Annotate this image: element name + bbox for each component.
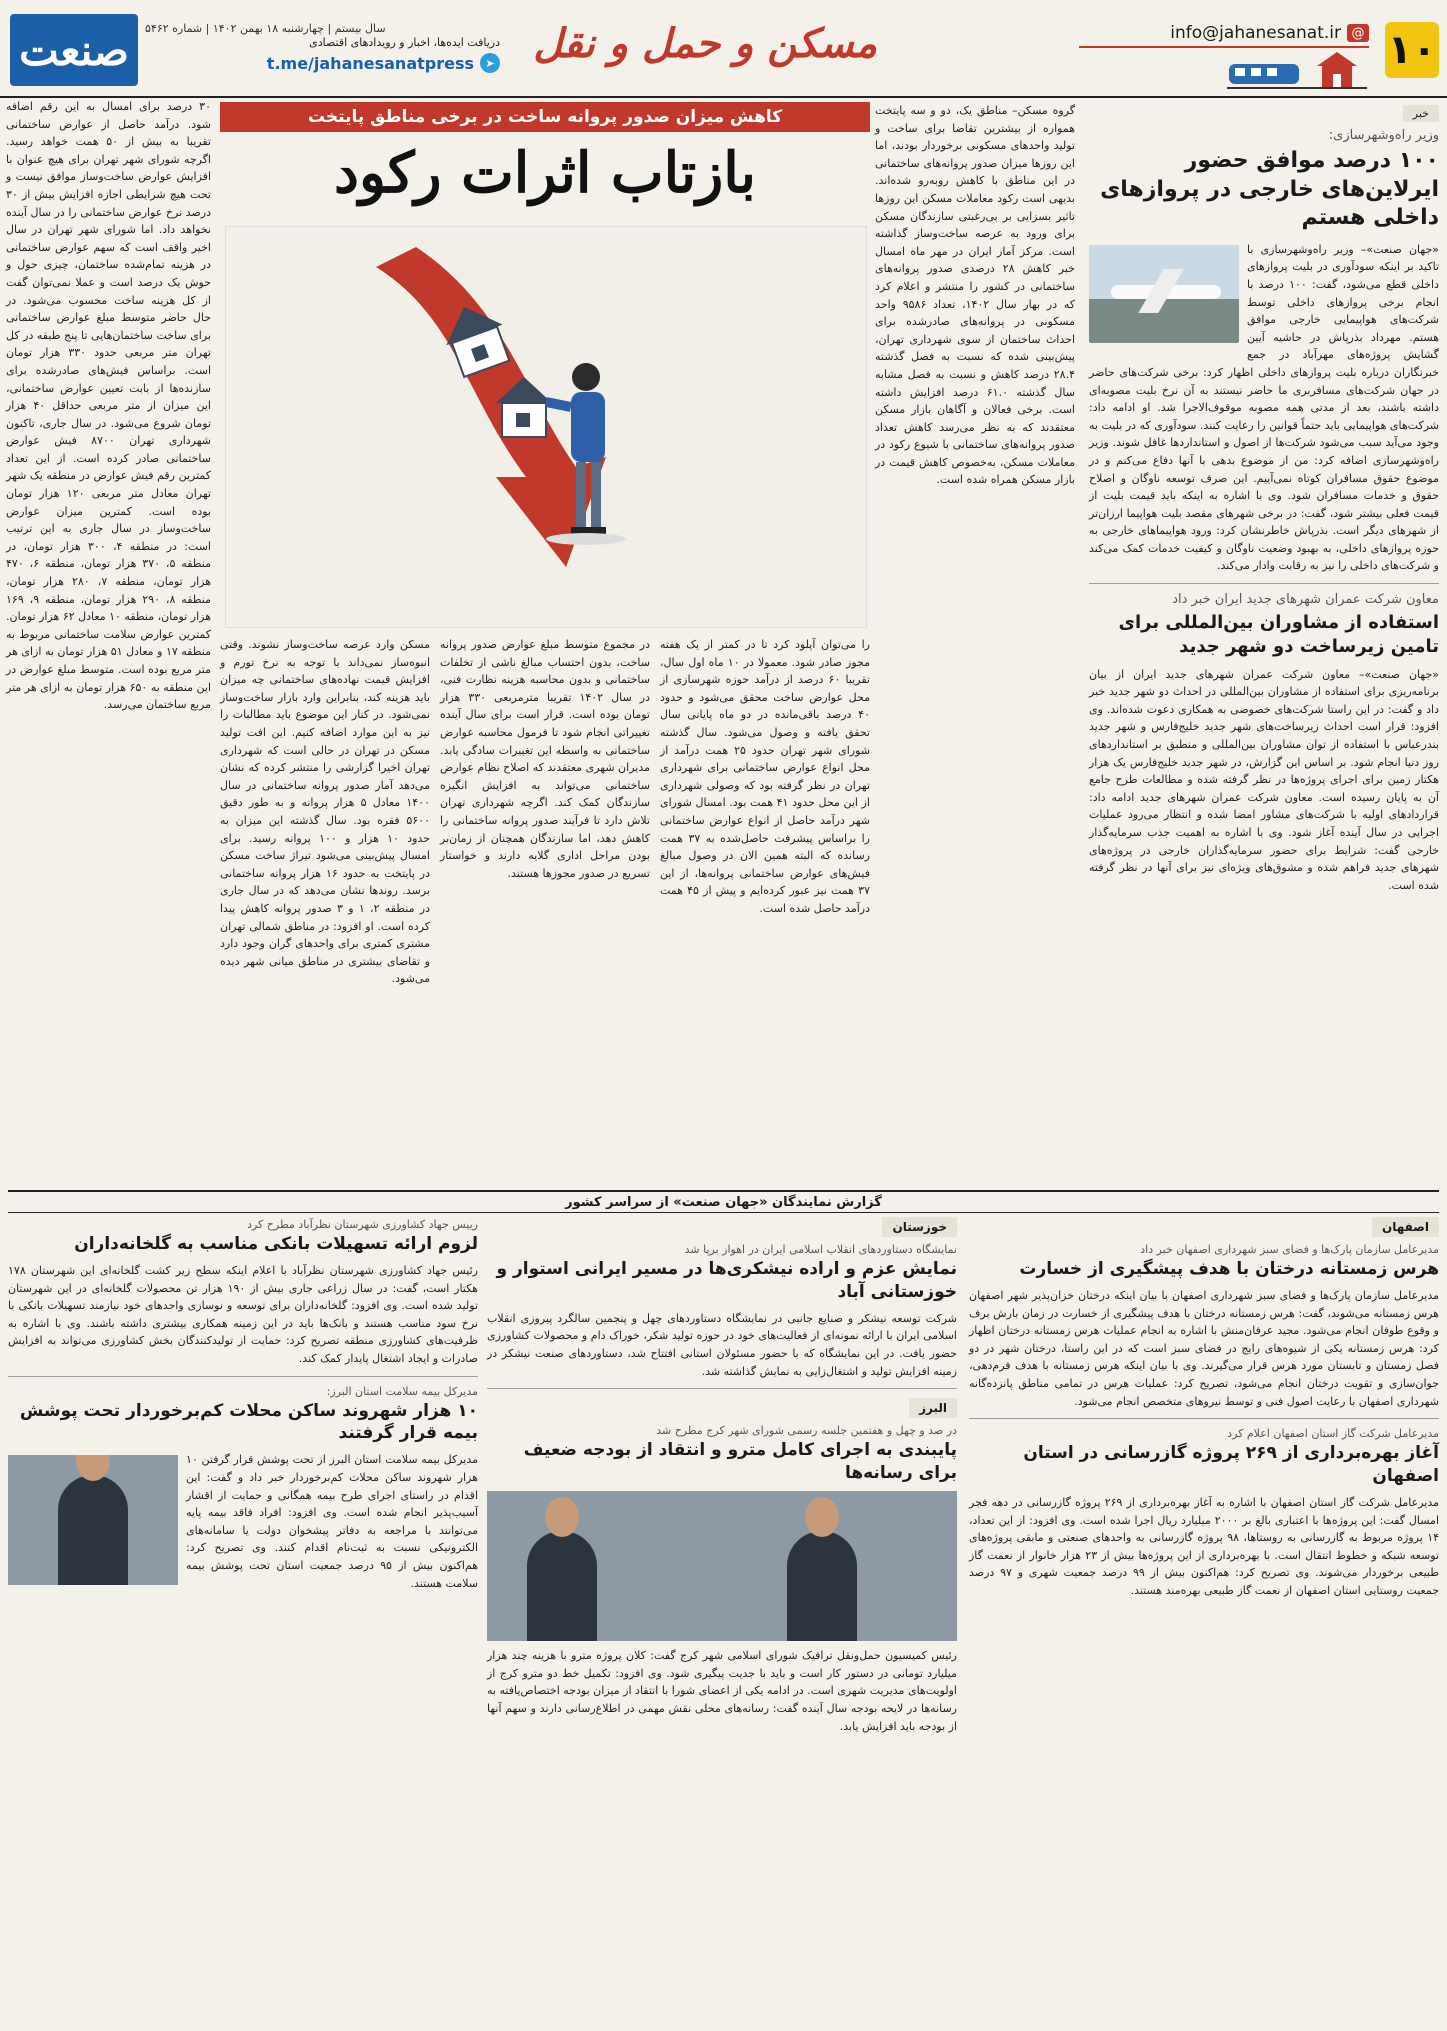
report-alborz: [8, 1216, 478, 2026]
mail-icon: @: [1347, 24, 1369, 42]
report-body: رئیس جهاد کشاورزی شهرستان نظرآباد با اعلام اینکه سطح زیر کشت گلخانه‌ای این شهرستان ۱۷۸ هکتار است، گفت: در سال زراعی جاری بیش از ۱۹۰ هزار تن محصولات گلخانه‌ای در این شهرستان تولید شده است. وی افزود: گلخانه‌داران برای توسعه و نوسازی واحدهای خود نیازمند تسهیلات بانکی با نرخ سود مناسب هستند و بانک‌ها باید در این زمینه همکاری بیشتری داشته باشند. وی با اشاره به ظرفیت‌های کشاورزی منطقه تصریح کرد: حمایت از تولیدکنندگان بخش کشاورزی می‌تواند به افزایش صادرات و ایجاد اشتغال پایدار کمک کند.: [8, 1263, 478, 1365]
divider: [8, 1376, 478, 1377]
news-title: ۱۰۰ درصد موافق حضور ایرلاین‌های خارجی در پروازهای داخلی هستم: [1100, 148, 1439, 231]
train-house-icon: [1227, 50, 1367, 92]
news-title-2: استفاده از مشاوران بین‌المللی برای تامین زیرساخت دو شهر جدید: [1118, 612, 1439, 658]
report-title: هرس زمستانه درختان با هدف پیشگیری از خسارت: [1019, 1259, 1439, 1279]
telegram-link[interactable]: t.me/jahanesanatpress: [266, 53, 474, 73]
article-banner: کاهش میزان صدور پروانه ساخت در برخی مناطق پایتخت: [220, 102, 870, 132]
region-label: اصفهان: [1372, 1217, 1439, 1237]
report-title: نمایش عزم و اراده نیشکری‌ها در مسیر ایرانی استوار و خوزستانی آباد: [496, 1259, 957, 1302]
logo-text: صنعت: [19, 25, 129, 75]
falling-house-illustration: [226, 227, 866, 627]
report-kicker-2: در صد و چهل و هفتمین جلسه رسمی شورای شهر کرج مطرح شد: [656, 1424, 957, 1438]
top-section: [0, 96, 1447, 1190]
council-photo: [487, 1491, 957, 1641]
report-body-2: مدیرکل بیمه سلامت استان البرز از تحت پوشش قرار گرفتن ۱۰ هزار شهروند ساکن محلات کم‌برخوردار خبر داد و گفت: این اقدام در راستای اجرای طرح بیمه همگانی و حمایت از اقشار آسیب‌پذیر انجام شده است. وی افزود: افراد فاقد بیمه پایه می‌توانند با مراجعه به دفاتر پیشخوان دولت یا سامانه‌های الکترونیکی نسبت به ثبت‌نام اقدام کنند. وی تصریح کرد: هم‌اکنون بیش از ۹۵ درصد جمعیت استان تحت پوشش بیمه سلامت هستند.: [186, 1453, 478, 1590]
article-col-3: در مجموع متوسط مبلغ عوارض صدور پروانه ساخت، بدون احتساب مبالغ ناشی از تخلفات ساختمانی و بدون محاسبه هزینه نظارت فنی، در سال ۱۴۰۲ تقریبا مترمربعی ۳۳۰ هزار تومان بوده است. قرار است برای سال آینده تغییراتی انجام شود تا فرمول محاسبه عوارض ساختمانی به واسطه این تغییرات سادگی یابد. مدیران شهری معتقدند که اصلاح نظام عوارض ساختمانی می‌تواند به افزایش انگیزه سازندگان کمک کند. اگرچه شهرداری تهران تلاش دارد تا فرآیند صدور پروانه ساختمانی را کاهش دهد، اما سازندگان همچنان از زمان‌بر بودن مراحل اداری گلایه دارند و خواستار تسریع در صدور مجوزها هستند.: [440, 638, 650, 880]
telegram-box: [250, 36, 500, 88]
article-title: بازتاب اثرات رکود: [334, 140, 756, 206]
news-kicker: وزیر راه‌وشهرسازی:: [1328, 128, 1439, 143]
section-title: مسکن و حمل و نقل: [533, 20, 877, 67]
person-figure: [787, 1531, 857, 1641]
report-khuzestan: [487, 1216, 957, 2026]
person-figure: [527, 1531, 597, 1641]
region-label: خوزستان: [882, 1217, 957, 1237]
report-title-2: پایبندی به اجرای کامل مترو و انتقاد از بودجه ضعیف برای رسانه‌ها: [523, 1440, 957, 1484]
report-kicker: رییس جهاد کشاورزی شهرستان نظرآباد مطرح کرد: [247, 1218, 478, 1231]
telegram-link-row: [250, 53, 500, 73]
report-title-2: آغاز بهره‌برداری از ۲۶۹ پروژه گازرسانی در استان اصفهان: [1023, 1443, 1439, 1487]
report-body: مدیرعامل سازمان پارک‌ها و فضای سبز شهرداری اصفهان با بیان اینکه درختان خزان‌پذیر شهر اصفهان هرس زمستانه می‌شوند، گفت: هرس زمستانه درختان با هدف پیشگیری از خسارت در زمان بارش برف و وقوع طوفان انجام می‌شود. مجید عرفان‌منش با اشاره به انجام عملیات هرس زمستانه درختان اظهار کرد: هرس زمستانه یکی از شیوه‌های رایج در فضای سبز است که در این راستا، درختان شهر در دو فصل زمستان و تابستان مورد هرس قرار می‌گیرند. وی با بیان اینکه هرس زمستانه با هدف فرم‌دهی، جوان‌سازی و تقویت درختان انجام می‌شود، تصریح کرد: عملیات هرس در تمامی مناطق پانزده‌گانه شهرداری اصفهان با رعایت اصول فنی و توسط نیروهای متخصص انجام می‌شود.: [969, 1288, 1439, 1408]
article-col-left: [6, 98, 211, 1182]
divider: [969, 1418, 1439, 1419]
page-header: [0, 0, 1447, 98]
news-kicker-2: معاون شرکت عمران شهرهای جدید ایران خبر داد: [1172, 592, 1439, 608]
email-address[interactable]: info@jahanesanat.ir: [1170, 23, 1341, 43]
email-line: [1079, 20, 1369, 48]
report-body: شرکت توسعه نیشکر و صنایع جانبی در نمایشگاه دستاوردهای چهل و پنجمین سالگرد پیروزی انقلاب اسلامی ایران با ارائه نمونه‌ای از فعالیت‌های خود در حوزه تولید شکر، خوراک دام و محصولات کشاورزی حضور یافت. در این نمایشگاه که با حضور مسئولان استانی افتتاح شد، دستاوردهای صنعت نیشکر در زمینه افزایش تولید و اشتغال‌زایی به نمایش گذاشته شد.: [487, 1311, 957, 1378]
article-col-4: را می‌توان آپلود کرد تا در کمتر از یک هفته مجوز صادر شود. معمولا در ۱۰ ماه اول سال، تقریبا ۶۰ درصد از درآمد حوزه شهرسازی از محل عوارض ساخت محقق می‌شود و حدود ۴۰ درصد باقی‌مانده در دو ماه پایانی سال تحقق یافته و وصول می‌شود. سال گذشته شورای شهر تهران حدود ۲۵ همت درآمد از محل انواع عوارض ساختمانی برای شهرداری تهران در نظر گرفته بود که وصولی شهرداری از این محل حدود ۴۱ همت بود. امسال شورای شهر درآمد حاصل از انواع عوارض ساختمانی را براساس پیشرفت حاصل‌شده به ۳۷ همت رسانده که البته همین الان در وصول مبالغ فیش‌های عوارض ساختمانی پروانه‌ها، از این ۳۷ همت نیز عبور کرده‌ایم و پیش از ۴۵ همت درآمد حاصل شده است.: [660, 638, 870, 915]
report-kicker: مدیرعامل سازمان پارک‌ها و فضای سبز شهرداری اصفهان خبر داد: [1140, 1243, 1439, 1256]
article-columns: [220, 636, 870, 1176]
person-figure: [58, 1475, 128, 1585]
divider: [487, 1388, 957, 1389]
report-kicker: نمایشگاه دستاوردهای انقلاب اسلامی ایران در اهواز برپا شد: [684, 1243, 957, 1256]
page-number: ۱۰: [1385, 22, 1439, 78]
report-kicker-2: مدیرکل بیمه سلامت استان البرز:: [326, 1384, 478, 1398]
report-kicker-2: مدیرعامل شرکت گاز استان اصفهان اعلام کرد: [1227, 1427, 1439, 1441]
reports-band: گزارش نمایندگان «جهان صنعت» از سراسر کشور: [8, 1190, 1439, 1213]
article-col-1: گروه مسکن– مناطق یک، دو و سه پایتخت همواره از بیشترین تقاضا برای ساخت و تولید واحدهای مسکونی برخوردار بودند، اما این روزها میزان صدور پروانه‌های ساختمانی در این مناطق با کاهش روبه‌رو شده‌اند. بدیهی است رکود معاملات مسکن این روزها تاثیر بسزایی بر بی‌رغبتی سازندگان مسکن برای ورود به عرصه ساخت‌وساز گذاشته است. مرکز آمار ایران در مهر ماه امسال خبر کاهش ۲۸ درصدی صدور پروانه‌های ساختمانی در کشور را منتشر و اعلام کرد که در بهار سال ۱۴۰۲، تعداد ۹۵۸۶ واحد مسکونی در پروانه‌های صادرشده برای احداث ساختمان از سوی شهرداری تهران، پیش‌بینی شده که نسبت به فصل گذشته ۲۸.۴ درصد کاهش و نسبت به فصل مشابه سال گذشته ۶۱.۰ درصد افزایش داشته است. برخی فعالان و آگاهان بازار مسکن معتقدند که به نظر می‌رسد کاهش تعداد صدور پروانه‌های ساختمانی با شیوع رکود در معاملات مسکن، به‌خصوص کاهش قیمت در بازار مسکن همراه شده است.: [875, 104, 1075, 487]
newspaper-logo: [10, 14, 138, 86]
divider: [1089, 583, 1439, 584]
main-article-lead: [875, 102, 1075, 1182]
report-body-2: رئیس کمیسیون حمل‌ونقل ترافیک شورای اسلامی شهر کرج گفت: کلان پروژه مترو با هزینه چند هزار میلیارد تومانی در دستور کار است و باید با جدیت پیگیری شود. وی افزود: تکمیل خط دو مترو کرج از اولویت‌های مدیریت شهری است. در ادامه یکی از اعضای شورا با انتقاد از میزان بودجه اختصاص‌یافته به رسانه‌ها در لایحه بودجه سال آینده گفت: رسانه‌های محلی نقش مهمی در اطلاع‌رسانی دارند و سهم آنها از بودجه باید افزایش یابد.: [487, 1649, 957, 1733]
article-illustration: [225, 226, 867, 628]
airplane-photo: [1089, 245, 1239, 343]
telegram-icon: ➤: [480, 53, 500, 73]
report-isfahan: [969, 1216, 1439, 2026]
telegram-caption: دریافت ایده‌ها، اخبار و رویدادهای اقتصادی: [309, 36, 500, 49]
news-body: «جهان صنعت»– وزیر راه‌وشهرسازی با تاکید بر اینکه سودآوری در بلیت پروازهای داخلی قطع می‌شود، گفت: ۱۰۰ درصد با انجام برخی پروازهای داخلی توسط شرکت‌های هواپیمایی خارجی موافق هستم. مهرداد بذرپاش در حاشیه آیین گشایش پروژه‌های مهرآباد در جمع خبرنگاران درباره بلیت پروازهای داخلی اظهار کرد: برخی شرکت‌های حاضر در جهان شرکت‌های مسافربری ما حاضر نیستند به آن نرخ بلیت مصوبه‌ای داشته باشند، بعد از مدتی همه مصوبه موقوف‌الاجرا شد. او ادامه داد: شرکت‌های هواپیمایی باید حتماً قوانین را رعایت کنند. سودآوری که در بلیت به وجود می‌آید سبب می‌شود شرکت‌ها از اصول و استانداردها غافل شوند. وزیر راه‌وشهرسازی اضافه کرد: من از موضوع بدهی با آنها دفاع می‌کنم و در موضوع حقوق مسافران کوتاه نمی‌آییم. این صرف توسعه ناوگان و اصلاح حقوق و خدمات مسافران شود. وی با اشاره به اینکه باید قیمت بلیت از قیمت فعلی بیشتر شود، گفت: در برخی شهرهای مقصد بلیت هواپیما ارزان‌تر از شهرهای دیگر است. بذرپاش خاطرنشان کرد: ورود هواپیماهای خارجی به حوزه پروازهای داخلی، به بهبود وضعیت ناوگان و کیفیت خدمات کمک می‌کند و شرکت‌های داخلی را نیز به رقابت وادار می‌کند.: [1089, 242, 1439, 573]
news-column-right: [1089, 102, 1439, 1182]
issue-line: سال بیستم | چهارشنبه ۱۸ بهمن ۱۴۰۲ | شماره ۵۴۶۲: [145, 22, 386, 35]
article-col-2: مسکن وارد عرصه ساخت‌وساز نشوند. وقتی انبوه‌ساز نمی‌داند با توجه به نرخ تورم و افزایش قیمت نهاده‌های ساختمانی چه میزان باید هزینه کند، بنابراین وارد بازار ساخت‌وساز نمی‌شود. در کنار این موضوع باید مطالبات را نیز به این موارد اضافه کنیم. این افت تولید مسکن در تهران در حالی است که شهرداری تهران اخیرا گزارشی را منتشر کرده که نشان می‌دهد آمار صدور پروانه ساختمانی در سال ۱۴۰۰ معادل ۵ هزار پروانه و به طور دقیق ۵۶۰۰ فقره بود. سال گذشته این میزان به حدود ۱۰ هزار و ۱۰۰ پروانه رسید. برای امسال پیش‌بینی می‌شود تیراژ ساخت مسکن در پایتخت به حدود ۱۶ هزار پروانه ساختمانی برسد. روندها نشان می‌دهد که در سال جاری در منطقه ۲، ۱ و ۳ صدور پروانه کاهش پیدا کرده است. او افزود: در مناطق شمالی تهران مشتری کمتری برای واحدهای گران وجود دارد و تقاضای بیشتری در مناطق میانی شهر دیده می‌شود.: [220, 638, 431, 986]
news-tag: خبر: [1403, 105, 1439, 122]
official-photo: [8, 1455, 178, 1585]
region-label-2: البرز: [909, 1398, 957, 1418]
report-body-2: مدیرعامل شرکت گاز استان اصفهان با اشاره به آغاز بهره‌برداری از ۲۶۹ پروژه گازرسانی در دهه فجر امسال گفت: این پروژه‌ها با اعتباری بالغ بر ۲۰۰۰ میلیارد ریال اجرا شده است. وی افزود: از این تعداد، ۱۴ پروژه مربوط به گازرسانی به روستاها، ۹۸ پروژه گازرسانی به واحدهای صنعتی و مابقی پروژه‌های توسعه شبکه و خطوط انتقال است. با بهره‌برداری از این پروژه‌ها بیش از ۲۳ هزار خانوار از نعمت گاز طبیعی برخوردار می‌شوند. وی تصریح کرد: هم‌اکنون بیش از ۹۹ درصد جمعیت شهری و ۹۷ درصد جمعیت روستایی استان اصفهان از نعمت گاز طبیعی بهره‌مند هستند.: [969, 1495, 1440, 1597]
news-body-2: «جهان صنعت»– معاون شرکت عمران شهرهای جدید ایران از بیان برنامه‌ریزی برای استفاده از مشاوران بین‌المللی در احداث دو شهر جدید خبر داد و گفت: در این راستا شرکت‌های خصوصی به همکاری دعوت شده‌اند. وی افزود: قرار است احداث زیرساخت‌های شهر جدید خلیج‌فارس و شهر جدید بندرعباس با استفاده از توان مشاوران بین‌المللی و منطبق بر استانداردهای روز دنیا انجام شود. بر اساس این گزارش، در شهر جدید خلیج‌فارس یک هزار هکتار زمین برای اجرای پروژه‌ها در نظر گرفته شده و مطالعات طرح جامع آن به پایان رسیده است. معاون شرکت عمران شهرهای جدید ادامه داد: قراردادهای اولیه با شرکت‌های مشاور امضا شده و انتظار می‌رود عملیات اجرایی در سال آینده آغاز شود. وی با اشاره به اهمیت جذب سرمایه‌گذار خارجی گفت: شرایط برای حضور سرمایه‌گذاران خارجی در پروژه‌های شهرهای جدید فراهم شده و مشوق‌های ویژه‌ای نیز برای آنها در نظر گرفته شده است.: [1089, 667, 1439, 892]
article-col-left-body: ۳۰ درصد برای امسال به این رقم اضافه شود. درآمد حاصل از عوارض ساختمانی تقریبا به بیش از ۵۰ همت خواهد رسید. اگرچه شورای شهر تهران برای هیچ عنوان با افزایش عوارض ساخت‌وساز موافق نیست و تحت هیچ شرایطی اجازه افزایش بیش از ۳۰ درصد نرخ عوارض ساختمانی را در سال آینده نخواهد داد. اما شورای شهر تهران در سال اخیر واقف است که سهم عوارض ساختمانی در هزینه تمام‌شده ساختمان، چیزی حول و حوش یک درصد است و عملا نمی‌توان گفت از کل هزینه ساخت محسوب می‌شود. در حال حاضر متوسط مبلغ عوارض ساختمانی برای ساخت ساختمان‌هایی تا پنج طبقه در کل تهران متر مربعی حدود ۳۳۰ هزار تومان است. براساس فیش‌های صادرشده برای سازنده‌ها از بابت تعیین عوارض ساختمانی، این میزان از متر مربعی حداقل ۴۰ هزار تومان شروع می‌شود. در سال جاری، تاکنون شهرداری تهران ۸۷۰۰ فیش عوارض ساختمانی صادر کرده است. از این تعداد کمترین رقم فیش عوارض در منطقه یک شهر تهران معادل متر مربعی ۱۲۰ هزار تومان بوده است. کمترین میزان عوارض ساخت‌وساز در سال جاری به این ترتیب است: در منطقه ۴، ۳۰۰ هزار تومان، در منطقه ۵، ۳۷۰ هزار تومان، منطقه ۶، ۴۷۰ هزار تومان، منطقه ۷، ۲۸۰ هزار تومان، منطقه ۸، ۲۹۰ هزار تومان، منطقه ۹، ۱۶۹ هزار تومان، منطقه ۱۰ معادل ۶۲ هزار تومان. کمترین عوارض سلامت ساختمانی مربوط به منطقه ۱۷ و معادل ۵۱ هزار تومان به ازای هر متر مربع بوده است. متوسط مبلغ عوارض در این منطقه به ۶۵۰ هزار تومان به ازای هر متر مربع ساختمان می‌رسد.: [6, 100, 212, 712]
report-title: لزوم ارائه تسهیلات بانکی مناسب به گلخانه‌داران: [74, 1234, 478, 1254]
report-title-2: ۱۰ هزار شهروند ساکن محلات کم‌برخوردار تحت پوشش بیمه قرار گرفتند: [19, 1400, 478, 1444]
